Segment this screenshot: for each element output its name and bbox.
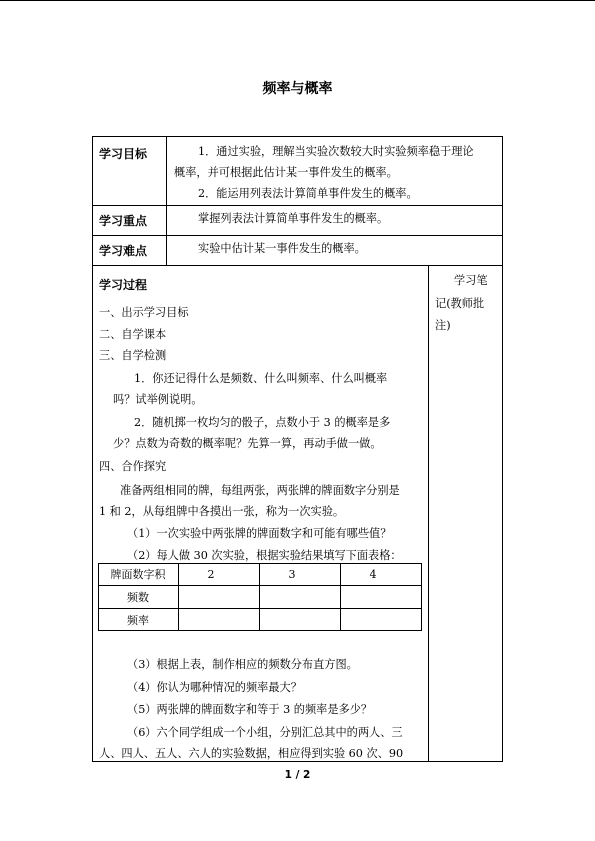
row-divider <box>92 205 503 206</box>
objectives-line: 1．通过实验，理解当实验次数较大时实验频率稳于理论 <box>198 145 474 158</box>
notes-text: 注) <box>435 319 451 332</box>
table-header-cell: 牌面数字积 <box>110 568 166 581</box>
process-item: （2）每人做 30 次实验，根据实验结果填写下面表格： <box>127 549 402 562</box>
process-item: （6）六个同学组成一个小组，分别汇总其中的两人、三 <box>127 726 403 739</box>
table-row-divider <box>98 608 422 609</box>
process-item: 1 和 2，从每组牌中各摸出一张，称为一次实验。 <box>99 505 345 518</box>
top-rule <box>0 0 595 1</box>
notes-text: 记(教师批 <box>435 297 485 310</box>
row-divider <box>92 265 503 266</box>
table-row-label: 频数 <box>127 591 149 604</box>
process-item: 吗？试举例说明。 <box>113 393 203 406</box>
process-item: 一、出示学习目标 <box>99 306 189 319</box>
table-header-cell: 3 <box>288 568 296 581</box>
notes-text: 学习笔 <box>454 274 488 287</box>
process-item: 四、合作探究 <box>99 460 167 473</box>
difficulties-text: 实验中估计某一事件发生的概率。 <box>198 242 366 255</box>
row-divider <box>92 235 503 236</box>
key-points-text: 掌握列表法计算简单事件发生的概率。 <box>198 212 389 225</box>
process-item: 少？点数为奇数的概率呢？先算一算，再动手做一做。 <box>113 437 382 450</box>
page-title: 频率与概率 <box>262 81 333 97</box>
process-item: 准备两组相同的牌，每组两张，两张牌的牌面数字分别是 <box>120 484 400 497</box>
process-item: （4）你认为哪种情况的频率最大？ <box>127 681 302 694</box>
page-number: 1 / 2 <box>284 769 311 781</box>
process-item: 2．随机掷一枚均匀的骰子，点数小于 3 的概率是多 <box>134 416 391 429</box>
process-item: 1．你还记得什么是频数、什么叫频率、什么叫概率 <box>134 372 388 385</box>
process-item: 三、自学检测 <box>99 349 167 362</box>
notes-column-divider <box>428 265 429 762</box>
table-row-label: 频率 <box>127 614 149 627</box>
difficulties-label: 学习难点 <box>99 244 148 258</box>
process-label: 学习过程 <box>99 278 148 292</box>
objectives-line: 概率，并可根据此估计某一事件发生的概率。 <box>174 166 398 179</box>
objectives-line: 2．能运用列表法计算简单事件发生的概率。 <box>198 187 418 200</box>
key-points-label: 学习重点 <box>99 214 148 228</box>
process-item: 二、自学课本 <box>99 328 167 341</box>
table-header-cell: 4 <box>369 568 377 581</box>
process-item: （3）根据上表，制作相应的频数分布直方图。 <box>127 658 358 671</box>
table-row-divider <box>98 585 422 586</box>
table-header-cell: 2 <box>207 568 215 581</box>
process-item: 人、四人、五人、六人的实验数据，相应得到实验 60 次、90 <box>99 747 404 760</box>
objectives-label: 学习目标 <box>99 147 148 161</box>
process-item: （5）两张牌的牌面数字和等于 3 的频率是多少？ <box>127 703 373 716</box>
label-column-divider <box>166 136 167 266</box>
process-item: （1）一次实验中两张牌的牌面数字和可能有哪些值？ <box>127 527 392 540</box>
